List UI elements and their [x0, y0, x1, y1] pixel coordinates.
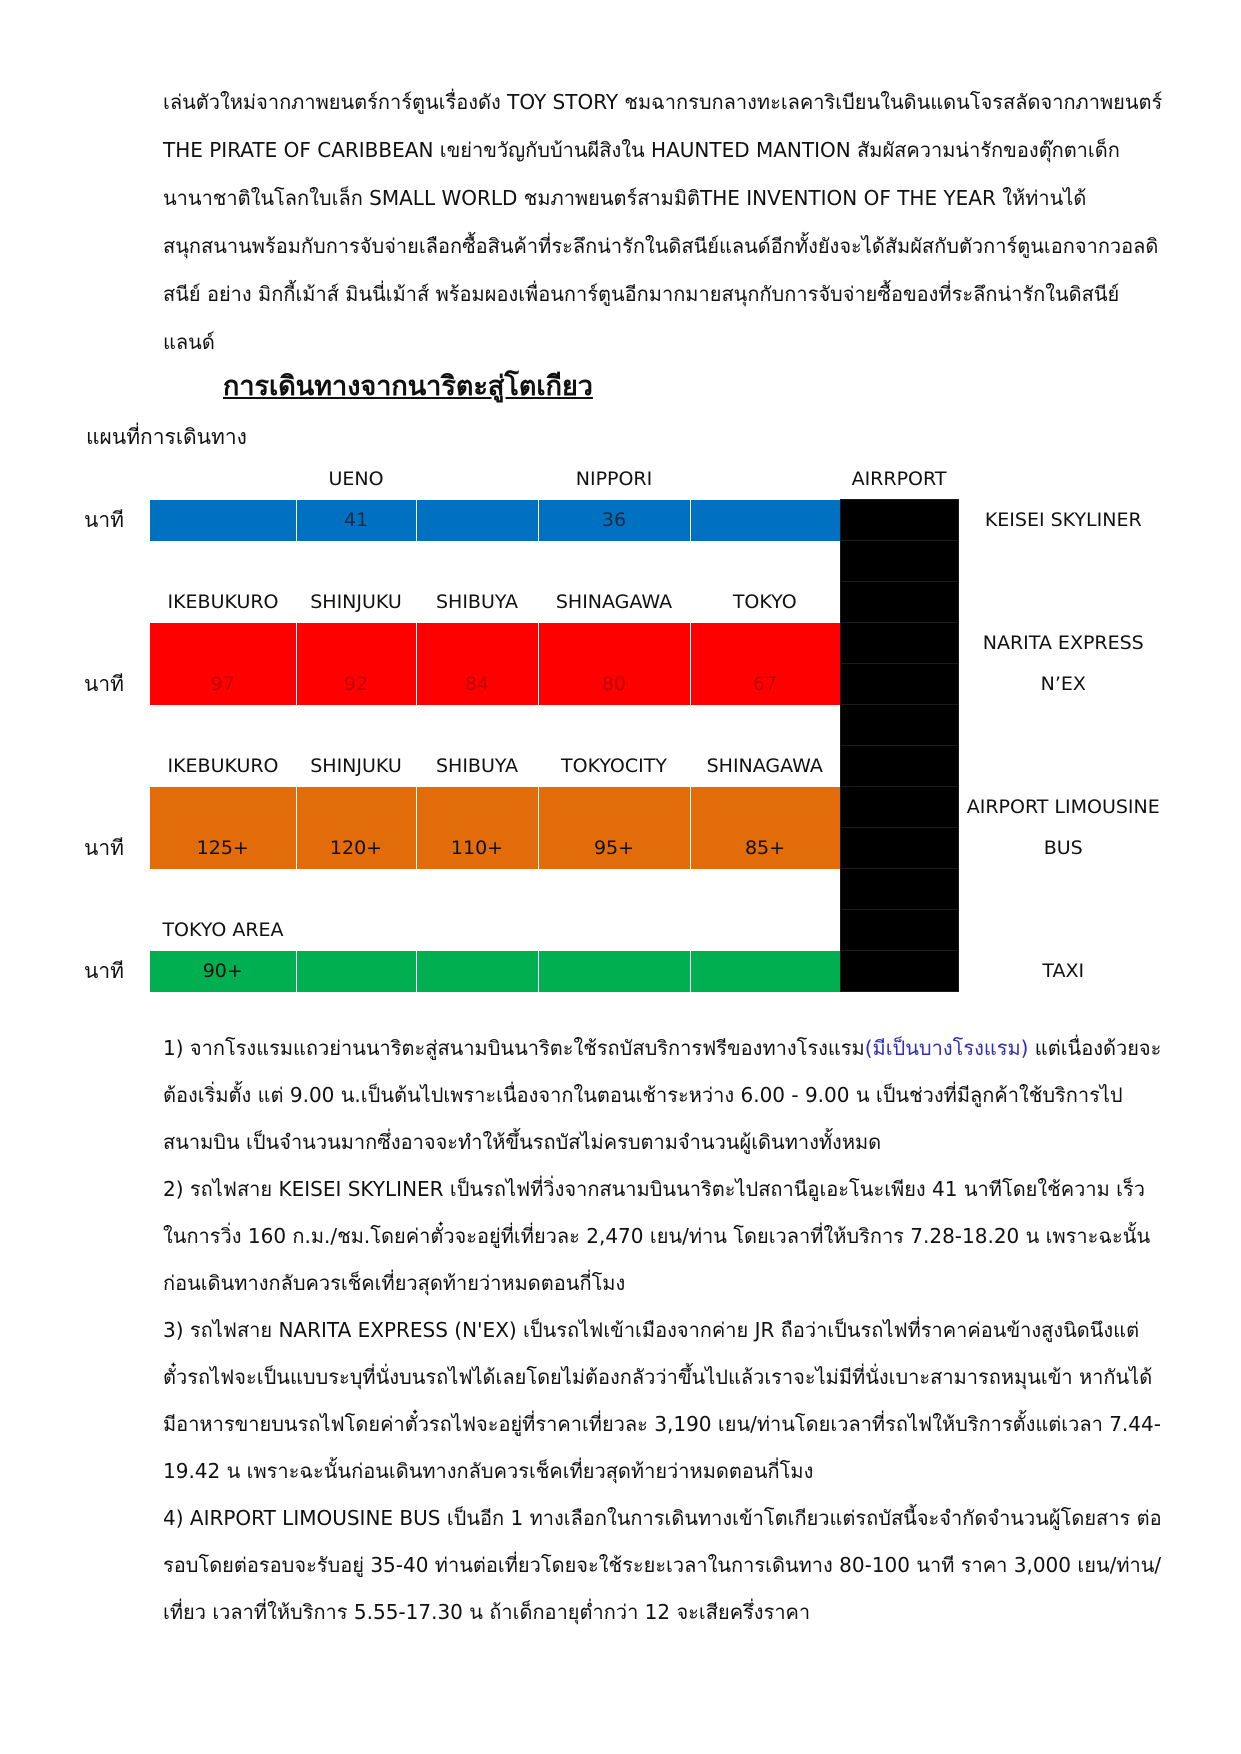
minutes-unit-label: นาที: [84, 835, 124, 860]
note-1-text-cont: แต่เนื่องด้วยจะต้องเริ่มตั้ง แต่ 9.00 น.เป็นต้นไปเพราะเนื่องจากในตอนเช้าระหว่าง 6.00 - 9.00 น เป็นช่วงที่มีลูกค้าใช้บริการไปสนามบิน เป็นจำนวนมากซึ่งอาจจะทำให้ขึ้นรถบัสไม่ครบตามจำนวนผู้เดินทางทั้งหมด: [163, 1036, 1162, 1154]
skyliner-segment: 36: [538, 500, 690, 541]
nex-service-abbr: N’EX: [1040, 673, 1086, 695]
limousine-minutes: 120+: [296, 828, 416, 869]
taxi-station-row: [84, 910, 1168, 951]
limousine-service-name: AIRPORT LIMOUSINE: [966, 796, 1160, 818]
taxi-area: TOKYO AREA: [162, 919, 284, 941]
skyliner-service-name: KEISEI SKYLINER: [984, 509, 1142, 531]
note-2: 2) รถไฟสาย KEISEI SKYLINER เป็นรถไฟที่วิ่งจากสนามบินนาริตะไปสถานีอูเอะโนะเพียง 41 นาทีโดยใช้ความ เร็วในการวิ่ง 160 ก.ม./ชม.โดยค่าตั๋วจะอยู่ที่เที่ยวละ 2,470 เยน/ท่าน โดยเวลาที่ให้บริการ 7.28-18.20 น เพราะฉะนั้นก่อนเดินทางกลับควรเช็คเที่ยวสุดท้ายว่าหมดตอนกี่โมง: [163, 1177, 1151, 1295]
airport-block: [840, 541, 958, 582]
limousine-station: SHIBUYA: [435, 755, 519, 777]
travel-notes: [163, 1025, 1163, 1636]
map-label: แผนที่การเดินทาง: [86, 425, 247, 449]
limousine-station: TOKYOCITY: [561, 755, 667, 777]
airport-block: [840, 828, 958, 869]
intro-paragraph: เล่นตัวใหม่จากภาพยนตร์การ์ตูนเรื่องดัง TOY STORY ชมฉากรบกลางทะเลคาริเบียนในดินแดนโจรสลัดจากภาพยนตร์ THE PIRATE OF CARIBBEAN เขย่าขวัญกับบ้านผีสิงใน HAUNTED MANTION สัมผัสความน่ารักของตุ๊กตาเด็กนานาชาติในโลกใบเล็ก SMALL WORLD ชมภาพยนตร์สามมิติTHE INVENTION OF THE YEAR ให้ท่านได้สนุกสนานพร้อมกับการจับจ่ายเลือกซื้อสินค้าที่ระลึกน่ารักในดิสนีย์แลนด์อีกทั้งยังจะได้สัมผัสกับตัวการ์ตูนเอกจากวอลดิสนีย์ อย่าง มิกกี้เม้าส์ มินนี่เม้าส์ พร้อมผองเพื่อนการ์ตูนอีกมากมายสนุกกับการจับจ่ายซื้อของที่ระลึกน่ารักในดิสนีย์แลนด์: [163, 90, 1163, 354]
limousine-segment: [538, 787, 690, 828]
airport-block: [840, 910, 958, 951]
airport-block: [840, 787, 958, 828]
skyliner-segment: [690, 500, 840, 541]
nex-segment: [538, 623, 690, 664]
airport-block: [840, 705, 958, 746]
airport-block: [840, 582, 958, 623]
taxi-minutes: 90+: [150, 951, 296, 992]
nex-minutes-row: [84, 664, 1168, 705]
limousine-station: SHINJUKU: [310, 755, 402, 777]
skyliner-station: UENO: [328, 468, 384, 491]
route-map-table: [84, 459, 1168, 992]
skyliner-segment: 41: [296, 500, 416, 541]
nex-minutes: 67: [690, 664, 840, 705]
skyliner-station-row: [84, 459, 1168, 500]
taxi-segment: [690, 951, 840, 992]
skyliner-station: [690, 459, 840, 500]
nex-minutes: 80: [538, 664, 690, 705]
limousine-station: IKEBUKURO: [167, 755, 279, 777]
nex-minutes: 92: [296, 664, 416, 705]
nex-service-name: NARITA EXPRESS: [982, 632, 1144, 654]
limousine-minutes: 110+: [416, 828, 538, 869]
limousine-service-suffix: BUS: [1043, 837, 1083, 859]
taxi-segment: [538, 951, 690, 992]
nex-station: SHIBUYA: [435, 591, 519, 613]
minutes-unit-label: นาที: [84, 671, 124, 696]
section-title: การเดินทางจากนาริตะสู่โตเกียว: [223, 371, 593, 402]
limousine-minutes: 85+: [690, 828, 840, 869]
taxi-segment: [296, 951, 416, 992]
skyliner-segment: [150, 500, 296, 541]
skyliner-minutes-row: [84, 500, 1168, 541]
nex-segment: [150, 623, 296, 664]
airport-block: [840, 869, 958, 910]
limousine-segment: [150, 787, 296, 828]
minutes-unit-label: นาที: [84, 958, 124, 983]
note-4: 4) AIRPORT LIMOUSINE BUS เป็นอีก 1 ทางเลือกในการเดินทางเข้าโตเกียวแต่รถบัสนี้จะจำกัดจำนวนผู้โดยสาร ต่อรอบโดยต่อรอบจะรับอยู่ 35-40 ท่านต่อเที่ยวโดยจะใช้ระยะเวลาในการเดินทาง 80-100 นาที ราคา 3,000 เยน/ท่าน/เที่ยว เวลาที่ให้บริการ 5.55-17.30 น ถ้าเด็กอายุต่ำกว่า 12 จะเสียครึ่งราคา: [163, 1506, 1162, 1624]
nex-segment: [690, 623, 840, 664]
nex-segment: [416, 623, 538, 664]
airport-block: [840, 500, 958, 541]
nex-station: SHINJUKU: [310, 591, 402, 613]
limousine-minutes-row: [84, 828, 1168, 869]
limousine-segment: [296, 787, 416, 828]
limousine-segment: [690, 787, 840, 828]
nex-minutes: 84: [416, 664, 538, 705]
nex-station-row: [84, 582, 1168, 623]
nex-segment: [296, 623, 416, 664]
note-1: [163, 1025, 1163, 1166]
airport-block: [840, 746, 958, 787]
airport-block: [840, 664, 958, 705]
nex-minutes: 97: [150, 664, 296, 705]
note-3: 3) รถไฟสาย NARITA EXPRESS (N'EX) เป็นรถไฟเข้าเมืองจากค่าย JR ถือว่าเป็นรถไฟที่ราคาค่อนข้างสูงนิดนึงแต่ตั๋วรถไฟจะเป็นแบบระบุที่นั่งบนรถไฟได้เลยโดยไม่ต้องกลัวว่าขึ้นไปแล้วเราจะไม่มีที่นั่งเบาะสามารถหมุนเข้า หากันได้มีอาหารขายบนรถไฟโดยค่าตั๋วรถไฟจะอยู่ที่ราคาเที่ยวละ 3,190 เยน/ท่านโดยเวลาที่รถไฟให้บริการตั้งแต่เวลา 7.44-19.42 น เพราะฉะนั้นก่อนเดินทางกลับควรเช็คเที่ยวสุดท้ายว่าหมดตอนกี่โมง: [163, 1318, 1161, 1483]
nex-station: SHINAGAWA: [555, 591, 673, 613]
nex-station: IKEBUKURO: [167, 591, 279, 613]
limousine-segment: [416, 787, 538, 828]
note-1-highlight: (มีเป็นบางโรงแรม): [864, 1036, 1029, 1060]
limousine-station-row: [84, 746, 1168, 787]
limousine-minutes: 95+: [538, 828, 690, 869]
airport-label: AIRRPORT: [851, 468, 947, 490]
skyliner-segment: [416, 500, 538, 541]
airport-block: [840, 951, 958, 992]
airport-block: [840, 623, 958, 664]
skyliner-station: [416, 459, 538, 500]
note-1-text: 1) จากโรงแรมแถวย่านนาริตะสู่สนามบินนาริตะใช้รถบัสบริการฟรีของทางโรงแรม: [163, 1036, 865, 1060]
skyliner-station: [150, 459, 296, 500]
nex-station: TOKYO: [732, 591, 797, 613]
limousine-minutes: 125+: [150, 828, 296, 869]
skyliner-station: NIPPORI: [575, 468, 653, 491]
limousine-station: SHINAGAWA: [706, 755, 823, 777]
minutes-unit-label: นาที: [84, 507, 124, 532]
taxi-service-name: TAXI: [1042, 960, 1085, 982]
taxi-segment: [416, 951, 538, 992]
taxi-minutes-row: [84, 951, 1168, 992]
